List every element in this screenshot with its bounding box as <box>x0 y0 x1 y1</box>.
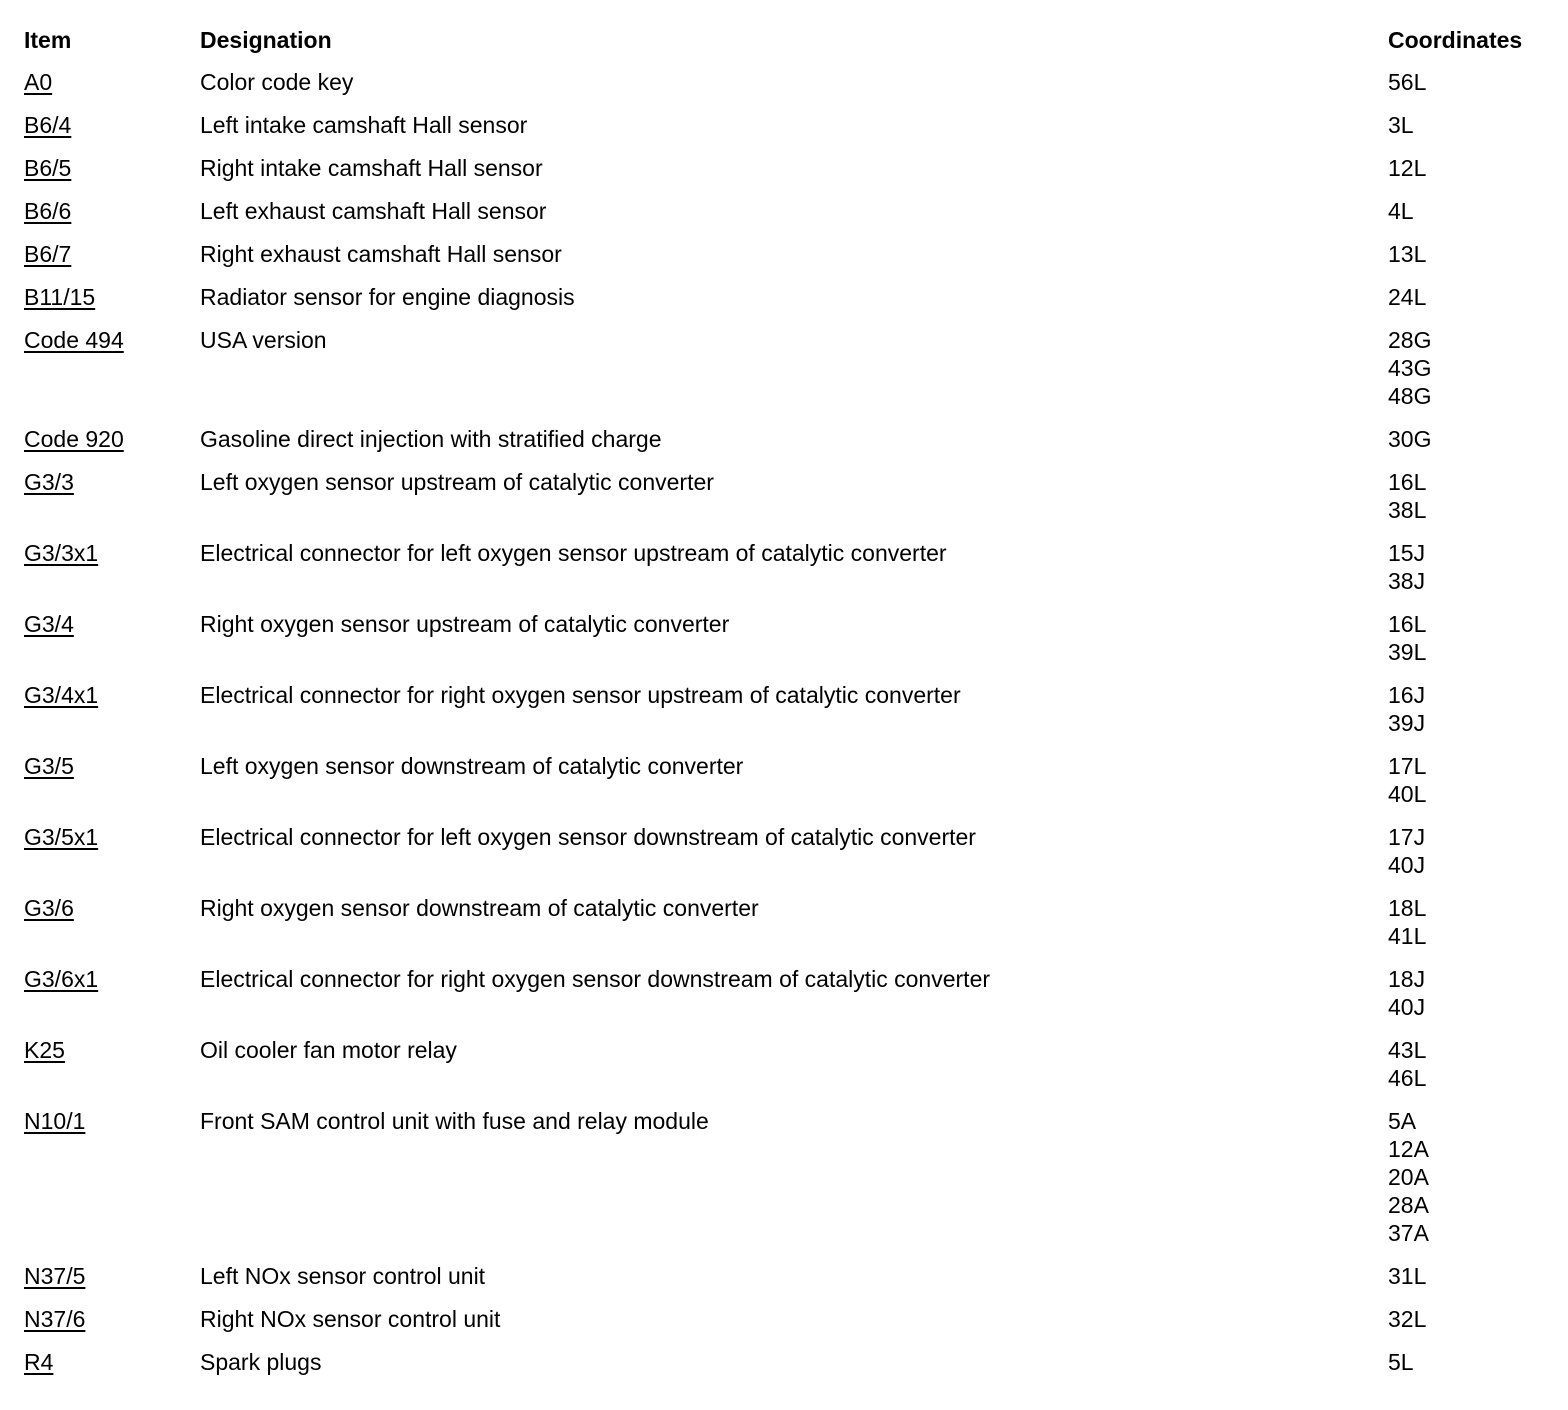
item-link[interactable]: G3/3x1 <box>24 540 99 566</box>
coordinate-value: 46L <box>1388 1065 1427 1091</box>
designation-cell: Right exhaust camshaft Hall sensor <box>200 241 562 267</box>
designation-cell: Right NOx sensor control unit <box>200 1306 501 1332</box>
coordinate-value: 16L <box>1388 611 1427 637</box>
coordinate-value: 43L <box>1388 1037 1427 1063</box>
item-cell <box>24 1348 200 1391</box>
table-row <box>24 468 1544 539</box>
table-row <box>24 240 1544 283</box>
item-cell <box>24 1262 200 1305</box>
table-row <box>24 965 1544 1036</box>
designation-cell: Color code key <box>200 69 354 95</box>
table-row <box>24 1107 1544 1262</box>
item-link[interactable]: K25 <box>24 1037 65 1063</box>
coordinate-value: 5A <box>1388 1108 1417 1134</box>
designation-cell: Left NOx sensor control unit <box>200 1263 486 1289</box>
designation-cell: Electrical connector for left oxygen sensor upstream of catalytic converter <box>200 540 947 566</box>
item-link[interactable]: Code 494 <box>24 327 124 353</box>
coordinate-value: 16J <box>1388 682 1426 708</box>
coordinate-value: 15J <box>1388 540 1426 566</box>
designation-cell: Right oxygen sensor upstream of catalytic converter <box>200 611 730 637</box>
coordinate-value: 38L <box>1388 497 1427 523</box>
item-link[interactable]: B6/5 <box>24 155 72 181</box>
table-row <box>24 326 1544 425</box>
coordinate-value: 41L <box>1388 923 1427 949</box>
designation-cell: Gasoline direct injection with stratified charge <box>200 426 662 452</box>
item-cell <box>24 283 200 326</box>
coordinates-cell <box>1388 111 1544 154</box>
coordinate-value: 40J <box>1388 852 1426 878</box>
designation-cell: Electrical connector for right oxygen sensor downstream of catalytic converter <box>200 966 991 992</box>
table-body <box>24 68 1544 1391</box>
coordinate-value: 3L <box>1388 112 1414 138</box>
designation-cell: Electrical connector for left oxygen sensor downstream of catalytic converter <box>200 824 976 850</box>
item-cell <box>24 1305 200 1348</box>
item-cell <box>24 154 200 197</box>
item-cell <box>24 240 200 283</box>
header-row <box>24 26 1544 68</box>
header-item: Item <box>24 27 72 53</box>
coordinates-cell <box>1388 283 1544 326</box>
table-row <box>24 283 1544 326</box>
coordinates-cell <box>1388 468 1544 539</box>
coordinates-cell <box>1388 1107 1544 1262</box>
item-cell <box>24 965 200 1036</box>
item-link[interactable]: G3/3 <box>24 469 74 495</box>
item-link[interactable]: N37/6 <box>24 1306 86 1332</box>
coordinates-cell <box>1388 752 1544 823</box>
coordinate-value: 13L <box>1388 241 1427 267</box>
item-link[interactable]: G3/4x1 <box>24 682 99 708</box>
coordinate-value: 5L <box>1388 1349 1414 1375</box>
coordinate-value: 39L <box>1388 639 1427 665</box>
item-cell <box>24 111 200 154</box>
coordinate-value: 24L <box>1388 284 1427 310</box>
coordinate-value: 12A <box>1388 1136 1429 1162</box>
designation-cell: Radiator sensor for engine diagnosis <box>200 284 575 310</box>
table-header <box>24 26 1544 68</box>
table-row <box>24 823 1544 894</box>
coordinates-cell <box>1388 610 1544 681</box>
table-row <box>24 1262 1544 1305</box>
item-link[interactable]: R4 <box>24 1349 54 1375</box>
item-cell <box>24 68 200 111</box>
table-row <box>24 111 1544 154</box>
designation-cell: Front SAM control unit with fuse and relay module <box>200 1108 709 1134</box>
coordinate-value: 12L <box>1388 155 1427 181</box>
item-cell <box>24 610 200 681</box>
header-designation: Designation <box>200 27 332 53</box>
coordinates-cell <box>1388 1305 1544 1348</box>
item-cell <box>24 823 200 894</box>
table-row <box>24 681 1544 752</box>
table-row <box>24 539 1544 610</box>
designation-cell: Left oxygen sensor downstream of catalytic converter <box>200 753 744 779</box>
designation-cell: Left exhaust camshaft Hall sensor <box>200 198 547 224</box>
table-row <box>24 1305 1544 1348</box>
coordinates-cell <box>1388 326 1544 425</box>
coordinates-cell <box>1388 1036 1544 1107</box>
coordinate-value: 31L <box>1388 1263 1427 1289</box>
item-link[interactable]: B6/4 <box>24 112 72 138</box>
coordinate-value: 17J <box>1388 824 1426 850</box>
item-cell <box>24 752 200 823</box>
coordinates-cell <box>1388 154 1544 197</box>
coordinates-cell <box>1388 539 1544 610</box>
component-legend-table <box>24 26 1544 1391</box>
item-cell <box>24 425 200 468</box>
designation-cell: Left intake camshaft Hall sensor <box>200 112 528 138</box>
coordinate-value: 39J <box>1388 710 1426 736</box>
coordinates-cell <box>1388 1348 1544 1391</box>
coordinates-cell <box>1388 425 1544 468</box>
table-row <box>24 425 1544 468</box>
item-cell <box>24 1107 200 1262</box>
coordinates-cell <box>1388 68 1544 111</box>
table-row <box>24 68 1544 111</box>
designation-cell: Spark plugs <box>200 1349 322 1375</box>
item-link[interactable]: N37/5 <box>24 1263 86 1289</box>
table-row <box>24 197 1544 240</box>
item-cell <box>24 894 200 965</box>
coordinate-value: 28A <box>1388 1192 1429 1218</box>
item-cell <box>24 681 200 752</box>
coordinate-value: 38J <box>1388 568 1426 594</box>
item-link[interactable]: G3/4 <box>24 611 74 637</box>
designation-cell: Right intake camshaft Hall sensor <box>200 155 543 181</box>
item-link[interactable]: A0 <box>24 69 53 95</box>
coordinates-cell <box>1388 823 1544 894</box>
coordinate-value: 18L <box>1388 895 1427 921</box>
coordinate-value: 4L <box>1388 198 1414 224</box>
table-row <box>24 1036 1544 1107</box>
coordinates-cell <box>1388 965 1544 1036</box>
coordinate-value: 40J <box>1388 994 1426 1020</box>
item-link[interactable]: G3/6x1 <box>24 966 99 992</box>
header-coordinates: Coordinates <box>1388 27 1523 53</box>
item-link[interactable]: B11/15 <box>24 284 96 310</box>
item-link[interactable]: G3/5x1 <box>24 824 99 850</box>
item-link[interactable]: B6/6 <box>24 198 72 224</box>
coordinate-value: 30G <box>1388 426 1432 452</box>
designation-cell: Electrical connector for right oxygen sensor upstream of catalytic converter <box>200 682 961 708</box>
coordinates-cell <box>1388 197 1544 240</box>
coordinate-value: 56L <box>1388 69 1427 95</box>
item-link[interactable]: B6/7 <box>24 241 72 267</box>
table-row <box>24 1348 1544 1391</box>
item-cell <box>24 326 200 425</box>
coordinate-value: 16L <box>1388 469 1427 495</box>
table-row <box>24 894 1544 965</box>
coordinate-value: 40L <box>1388 781 1427 807</box>
coordinate-value: 17L <box>1388 753 1427 779</box>
coordinates-cell <box>1388 681 1544 752</box>
coordinate-value: 20A <box>1388 1164 1429 1190</box>
coordinate-value: 32L <box>1388 1306 1427 1332</box>
coordinate-value: 18J <box>1388 966 1426 992</box>
table-row <box>24 610 1544 681</box>
item-cell <box>24 539 200 610</box>
item-cell <box>24 468 200 539</box>
item-link[interactable]: N10/1 <box>24 1108 86 1134</box>
table-row <box>24 752 1544 823</box>
coordinate-value: 48G <box>1388 383 1432 409</box>
coordinates-cell <box>1388 894 1544 965</box>
item-cell <box>24 197 200 240</box>
item-link[interactable]: Code 920 <box>24 426 124 452</box>
designation-cell: Left oxygen sensor upstream of catalytic converter <box>200 469 714 495</box>
coordinate-value: 37A <box>1388 1220 1429 1246</box>
designation-cell: USA version <box>200 327 327 353</box>
item-link[interactable]: G3/6 <box>24 895 74 921</box>
coordinates-cell <box>1388 1262 1544 1305</box>
coordinate-value: 28G <box>1388 327 1432 353</box>
designation-cell: Oil cooler fan motor relay <box>200 1037 457 1063</box>
coordinate-value: 43G <box>1388 355 1432 381</box>
designation-cell: Right oxygen sensor downstream of catalytic converter <box>200 895 759 921</box>
item-link[interactable]: G3/5 <box>24 753 74 779</box>
item-cell <box>24 1036 200 1107</box>
coordinates-cell <box>1388 240 1544 283</box>
table-row <box>24 154 1544 197</box>
